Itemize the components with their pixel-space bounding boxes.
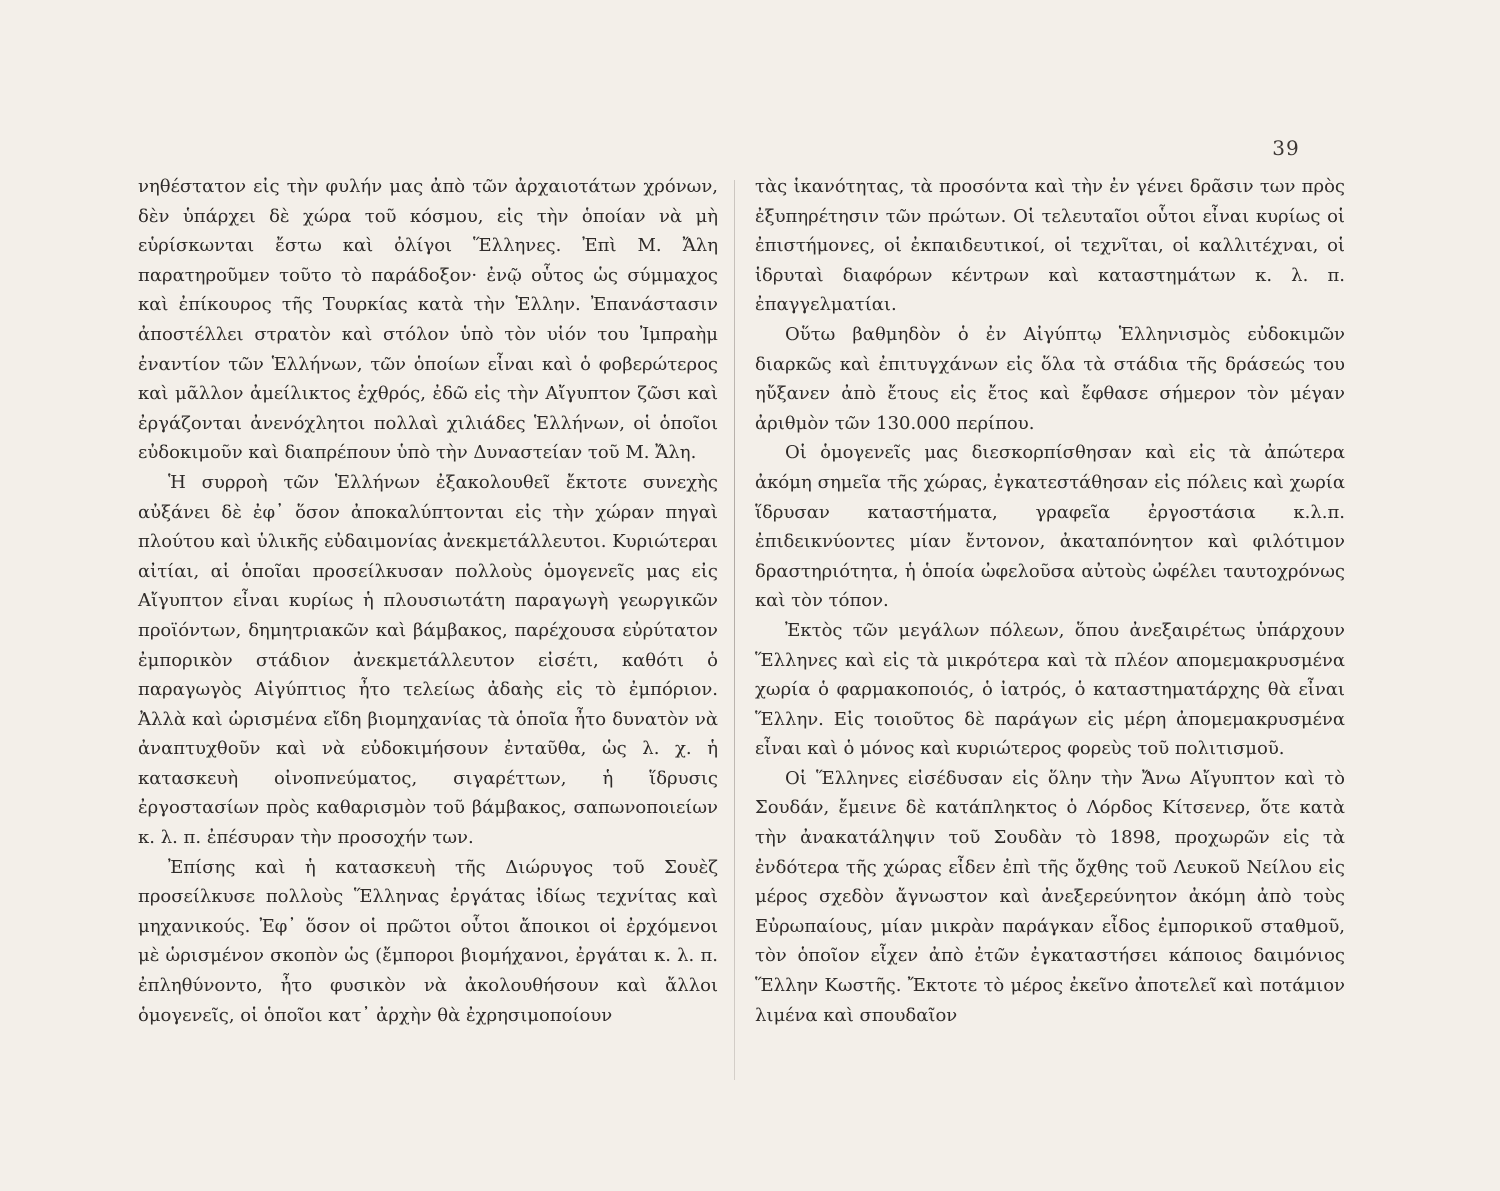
right-column bbox=[755, 172, 1345, 1030]
paragraph: Οἱ ὁμογενεῖς μας διεσκορπίσθησαν καὶ εἰς τὰ ἀπώτερα ἀκόμη σημεῖα τῆς χώρας, ἐγκατεστάθησαν εἰς πόλεις καὶ χωρία ἵδρυσαν καταστήματα, γραφεῖα ἐργοστάσια κ.λ.π. ἐπιδεικνύοντες μίαν ἔντονον, ἀκαταπόνητον καὶ φιλότιμον δραστηριότητα, ἡ ὁποία ὠφελοῦσα αὐτοὺς ὠφέλει ταυτοχρόνως καὶ τὸν τόπον. bbox=[755, 442, 1345, 612]
column-divider bbox=[734, 180, 735, 1080]
paragraph: Οὕτω βαθμηδὸν ὁ ἐν Αἰγύπτῳ Ἑλληνισμὸς εὐδοκιμῶν διαρκῶς καὶ ἐπιτυγχάνων εἰς ὅλα τὰ στάδια τῆς δράσεώς του ηὔξανεν ἀπὸ ἔτους εἰς ἔτος καὶ ἔφθασε σήμερον τὸν μέγαν ἀριθμὸν τῶν 130.000 περίπου. bbox=[755, 323, 1345, 434]
paragraph: τὰς ἱκανότητας, τὰ προσόντα καὶ τὴν ἐν γένει δρᾶσιν των πρὸς ἐξυπηρέτησιν τῶν πρώτων. Οἱ τελευταῖοι οὗτοι εἶναι κυρίως οἱ ἐπιστήμονες, οἱ ἐκπαιδευτικοί, οἱ τεχνῖται, οἱ καλλιτέχναι, οἱ ἱδρυταὶ διαφόρων κέντρων καὶ καταστημάτων κ. λ. π. ἐπαγγελματίαι. bbox=[755, 176, 1345, 316]
paragraph: Ἡ συρροὴ τῶν Ἑλλήνων ἐξακολουθεῖ ἔκτοτε συνεχὴς αὐξάνει δὲ ἐφ᾽ ὅσον ἀποκαλύπτονται εἰς τὴν χώραν πηγαὶ πλούτου καὶ ὑλικῆς εὐδαιμονίας ἀνεκμετάλλευτοι. Κυριώτεραι αἰτίαι, αἱ ὁποῖαι προσείλκυσαν πολλοὺς ὁμογενεῖς μας εἰς Αἴγυπτον εἶναι κυρίως ἡ πλουσιωτάτη παραγωγὴ γεωργικῶν προϊόντων, δημητριακῶν καὶ βάμβακος, παρέχουσα εὐρύτατον ἐμπορικὸν στάδιον ἀνεκμετάλλευτον εἰσέτι, καθότι ὁ παραγωγὸς Αἰγύπτιος ἦτο τελείως ἀδαὴς εἰς τὸ ἐμπόριον. Ἀλλὰ καὶ ὡρισμένα εἴδη βιομηχανίας τὰ ὁποῖα ἦτο δυνατὸν νὰ ἀναπτυχθοῦν καὶ νὰ εὐδοκιμήσουν ἐνταῦθα, ὡς λ. χ. ἡ κατασκευὴ οἰνοπνεύματος, σιγαρέττων, ἡ ἵδρυσις ἐργοστασίων πρὸς καθαρισμὸν τοῦ βάμβακος, σαπωνοποιείων κ. λ. π. ἐπέσυραν τὴν προσοχήν των. bbox=[138, 471, 718, 849]
paragraph: Ἐκτὸς τῶν μεγάλων πόλεων, ὅπου ἀνεξαιρέτως ὑπάρχουν Ἕλληνες καὶ εἰς τὰ μικρότερα καὶ τὰ πλέον απομεμακρυσμένα χωρία ὁ φαρμακοποιός, ὁ ἰατρός, ὁ καταστηματάρχης θὰ εἶναι Ἕλλην. Εἰς τοιοῦτος δὲ παράγων εἰς μέρη ἀπομεμακρυσμένα εἶναι καὶ ὁ μόνος καὶ κυριώτερος φορεὺς τοῦ πολιτισμοῦ. bbox=[755, 619, 1345, 760]
paragraph: Οἱ Ἕλληνες εἰσέδυσαν εἰς ὅλην τὴν Ἄνω Αἴγυπτον καὶ τὸ Σουδάν, ἔμεινε δὲ κατάπληκτος ὁ Λόρδος Κίτσενερ, ὅτε κατὰ τὴν ἀνακατάληψιν τοῦ Σουδὰν τὸ 1898, προχωρῶν εἰς τὰ ἐνδότερα τῆς χώρας εἶδεν ἐπὶ τῆς ὄχθης τοῦ Λευκοῦ Νείλου εἰς μέρος σχεδὸν ἄγνωστον καὶ ἀνεξερεύνητον ἀκόμη ἀπὸ τοὺς Εὐρωπαίους, μίαν μικρὰν παράγκαν εἶδος ἐμπορικοῦ σταθμοῦ, τὸν ὁποῖον εἶχεν ἀπὸ ἐτῶν ἐγκαταστήσει κάποιος δαιμόνιος Ἕλλην Κωστῆς. Ἔκτοτε τὸ μέρος ἐκεῖνο ἀποτελεῖ καὶ ποτάμιον λιμένα καὶ σπουδαῖον bbox=[755, 767, 1345, 1026]
page-number: 39 bbox=[1272, 136, 1300, 160]
paragraph: νηθέστατον εἰς τὴν φυλήν μας ἀπὸ τῶν ἀρχαιοτάτων χρόνων, δὲν ὑπάρχει δὲ χώρα τοῦ κόσμου, εἰς τὴν ὁποίαν νὰ μὴ εὑρίσκωνται ἔστω καὶ ὀλίγοι Ἕλληνες. Ἐπὶ Μ. Ἄλη παρατηροῦμεν τοῦτο τὸ παράδοξον· ἐνῷ οὗτος ὡς σύμμαχος καὶ ἐπίκουρος τῆς Τουρκίας κατὰ τὴν Ἑλλην. Ἐπανάστασιν ἀποστέλλει στρατὸν καὶ στόλον ὑπὸ τὸν υἱόν του Ἰμπραὴμ ἐναντίον τῶν Ἑλλήνων, τῶν ὁποίων εἶναι καὶ ὁ φοβερώτερος καὶ μᾶλλον ἀμείλικτος ἐχθρός, ἐδῶ εἰς τὴν Αἴγυπτον ζῶσι καὶ ἐργάζονται ἀνενόχλητοι πολλαὶ χιλιάδες Ἑλλήνων, οἱ ὁποῖοι εὐδοκιμοῦν καὶ διαπρέπουν ὑπὸ τὴν Δυναστείαν τοῦ Μ. Ἄλη. bbox=[138, 176, 718, 464]
paragraph: Ἐπίσης καὶ ἡ κατασκευὴ τῆς Διώρυγος τοῦ Σουὲζ προσείλκυσε πολλοὺς Ἕλληνας ἐργάτας ἰδίως τεχνίτας καὶ μηχανικούς. Ἐφ᾽ ὅσον οἱ πρῶτοι οὗτοι ἄποικοι οἱ ἐρχόμενοι μὲ ὡρισμένον σκοπὸν ὡς (ἔμποροι βιομήχανοι, ἐργάται κ. λ. π. ἐπληθύνοντο, ἦτο φυσικὸν νὰ ἀκολουθήσουν καὶ ἄλλοι ὁμογενεῖς, οἱ ὁποῖοι κατ᾽ ἀρχὴν θὰ ἐχρησιμοποίουν bbox=[138, 856, 718, 1026]
left-column bbox=[138, 172, 718, 1030]
